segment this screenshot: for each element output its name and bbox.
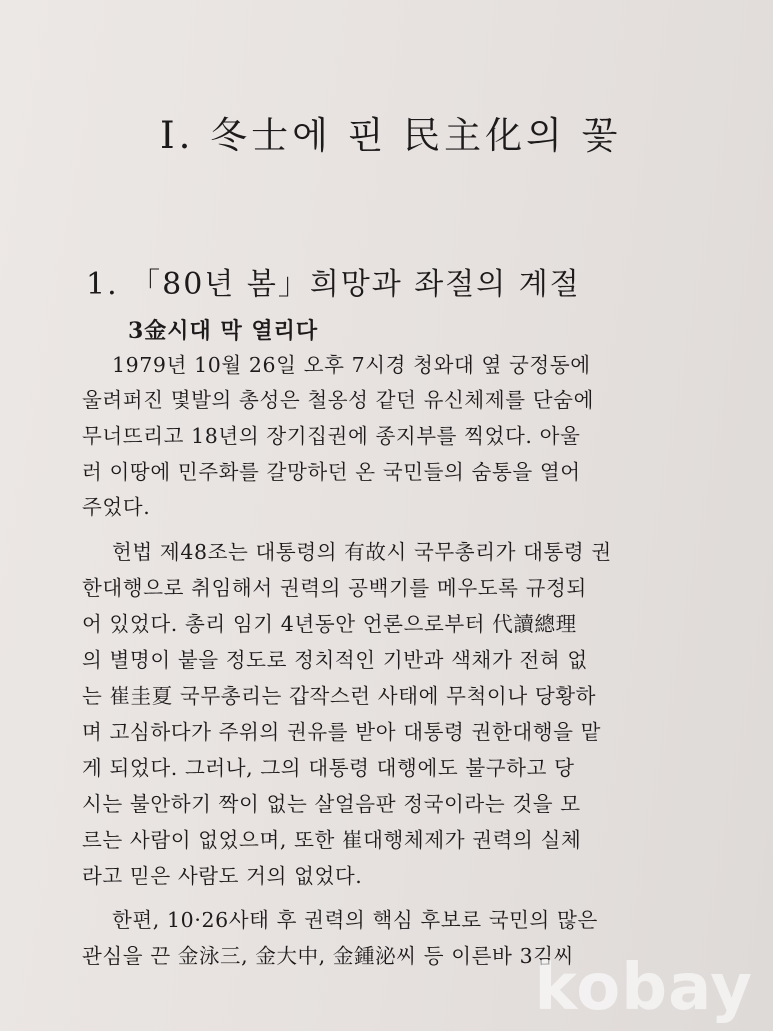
body-line: 는 崔圭夏 국무총리는 갑작스런 사태에 무척이나 당황하 bbox=[82, 684, 597, 708]
body-line: 게 되었다. 그러나, 그의 대통령 대행에도 불구하고 당 bbox=[82, 756, 575, 780]
body-line: 한대행으로 취임해서 권력의 공백기를 메우도록 규정되 bbox=[82, 576, 587, 600]
body-line: 며 고심하다가 주위의 권유를 받아 대통령 권한대행을 맡 bbox=[82, 720, 602, 744]
body-line: 르는 사람이 없었으며, 또한 崔대행체제가 권력의 실체 bbox=[82, 828, 582, 852]
body-line: 울려퍼진 몇발의 총성은 철옹성 같던 유신체제를 단숨에 bbox=[82, 388, 594, 412]
body-line: 1979년 10월 26일 오후 7시경 청와대 옆 궁정동에 bbox=[112, 353, 591, 377]
section-title: 1. 「80년 봄」희망과 좌절의 계절 bbox=[86, 266, 581, 302]
chapter-title: I. 冬士에 핀 民主化의 꽃 bbox=[160, 113, 622, 157]
body-line: 어 있었다. 총리 임기 4년동안 언론으로부터 代讀總理 bbox=[82, 612, 577, 636]
body-line: 시는 불안하기 짝이 없는 살얼음판 정국이라는 것을 모 bbox=[82, 792, 581, 816]
body-line: 무너뜨리고 18년의 장기집권에 종지부를 찍었다. 아울 bbox=[82, 424, 581, 448]
body-line: 라고 믿은 사람도 거의 없었다. bbox=[82, 864, 363, 888]
watermark-logo: kobay bbox=[534, 951, 753, 1025]
body-line: 관심을 끈 金泳三, 金大中, 金鍾泌씨 등 이른바 3김씨 bbox=[82, 944, 575, 968]
subheading: 3金시대 막 열리다 bbox=[128, 318, 319, 344]
body-line: 주었다. bbox=[82, 495, 151, 519]
body-line: 의 별명이 붙을 정도로 정치적인 기반과 색채가 전혀 없 bbox=[82, 648, 588, 672]
body-line: 한편, 10·26사태 후 권력의 핵심 후보로 국민의 많은 bbox=[112, 908, 598, 932]
body-line: 헌법 제48조는 대통령의 有故시 국무총리가 대통령 권 bbox=[112, 540, 612, 564]
body-line: 러 이땅에 민주화를 갈망하던 온 국민들의 숨통을 열어 bbox=[82, 460, 581, 484]
